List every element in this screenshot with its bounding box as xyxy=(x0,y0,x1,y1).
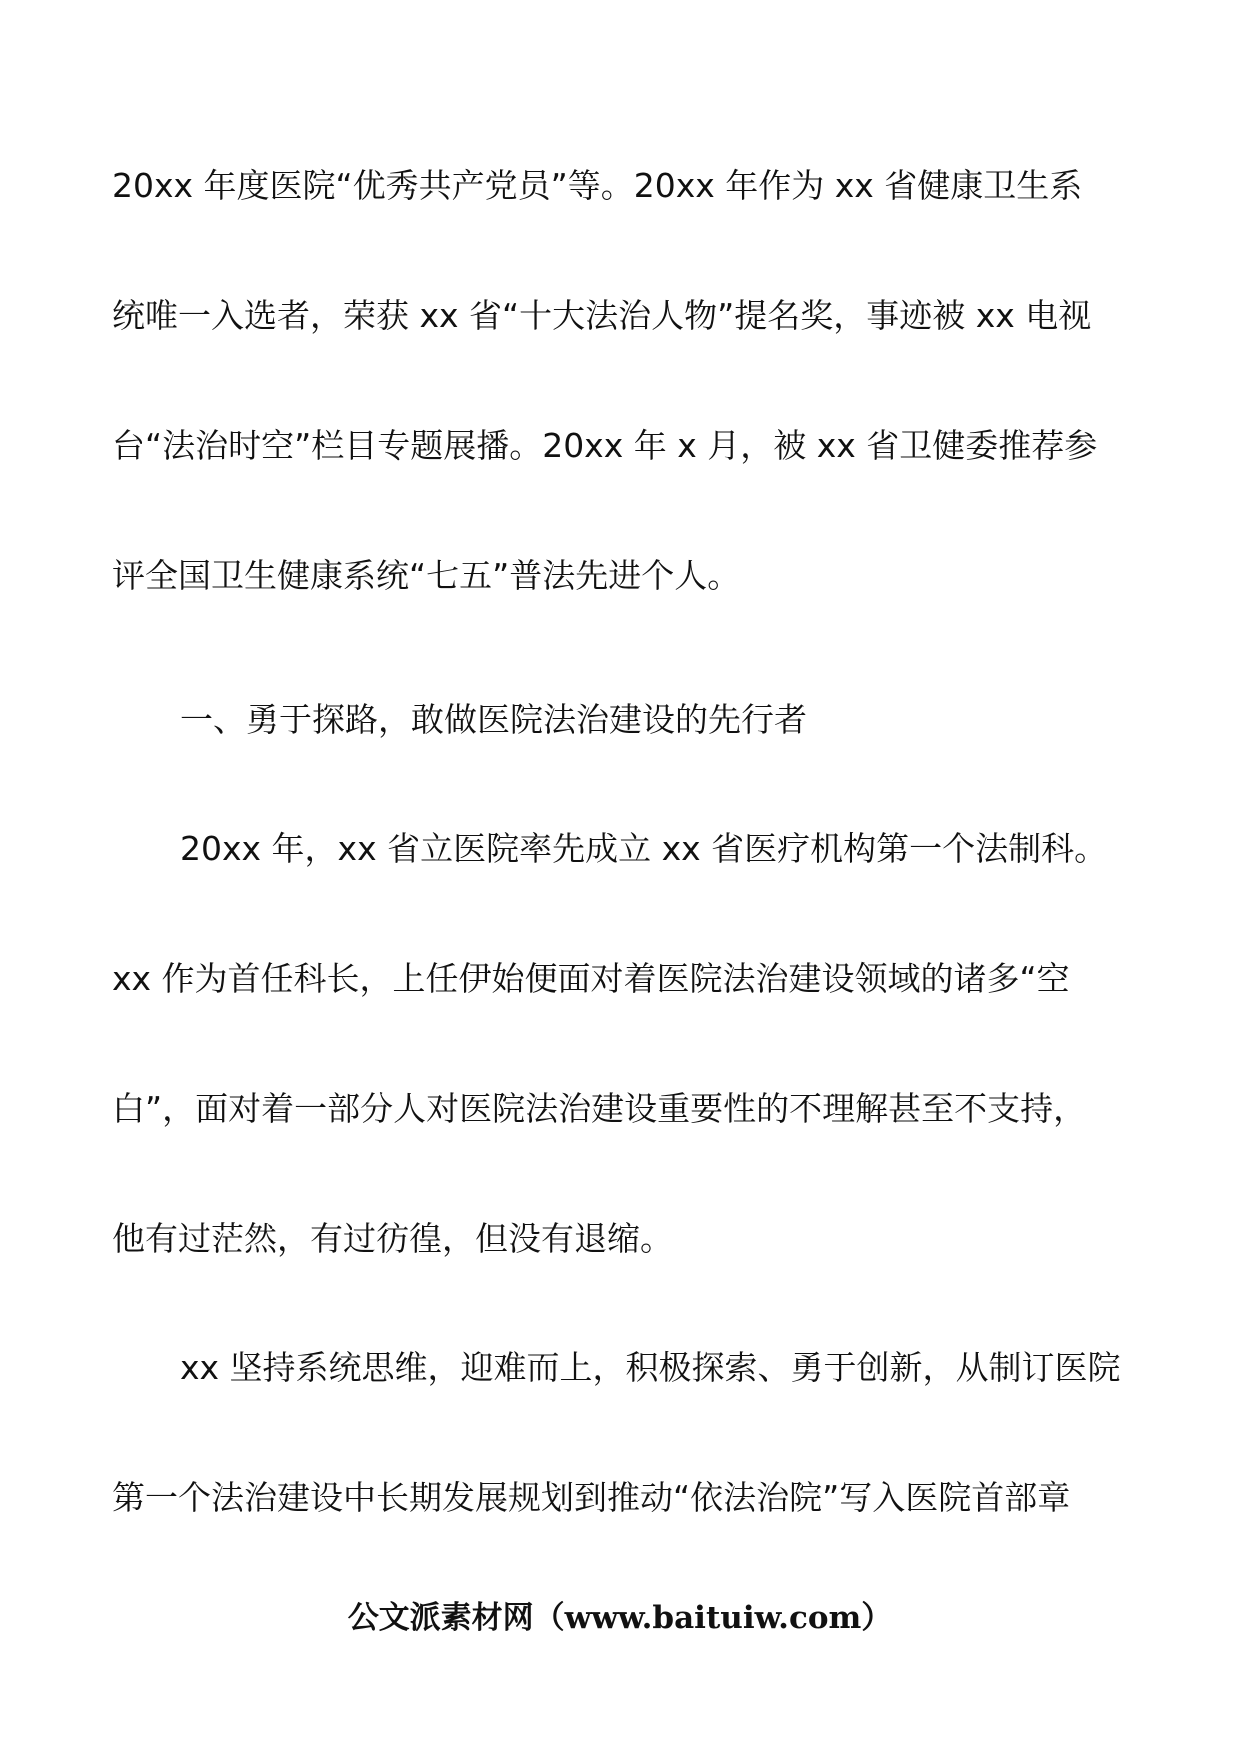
body-text-line: 他有过茫然，有过彷徨，但没有退缩。 xyxy=(112,1219,673,1258)
body-text-line: 第一个法治建设中长期发展规划到推动“依法治院”写入医院首部章 xyxy=(112,1478,1071,1517)
body-text-line: 白”，面对着一部分人对医院法治建设重要性的不理解甚至不支持， xyxy=(112,1089,1087,1128)
page-footer: 公文派素材网（www.baituiw.com） xyxy=(347,1600,893,1636)
body-text-line: xx 作为首任科长，上任伊始便面对着医院法治建设领域的诸多“空 xyxy=(112,959,1070,998)
body-text-line: xx 坚持系统思维，迎难而上，积极探索、勇于创新，从制订医院 xyxy=(180,1348,1121,1387)
section-heading: 一、勇于探路，敢做医院法治建设的先行者 xyxy=(180,700,807,739)
body-text-line: 台“法治时空”栏目专题展播。20xx 年 x 月，被 xx 省卫健委推荐参 xyxy=(112,426,1098,465)
body-text-line: 统唯一入选者，荣获 xx 省“十大法治人物”提名奖，事迹被 xx 电视 xyxy=(112,296,1092,335)
body-text-line: 20xx 年，xx 省立医院率先成立 xx 省医疗机构第一个法制科。 xyxy=(180,829,1108,868)
body-text-line: 评全国卫生健康系统“七五”普法先进个人。 xyxy=(112,556,741,595)
body-text-line: 20xx 年度医院“优秀共产党员”等。20xx 年作为 xx 省健康卫生系 xyxy=(112,166,1083,205)
